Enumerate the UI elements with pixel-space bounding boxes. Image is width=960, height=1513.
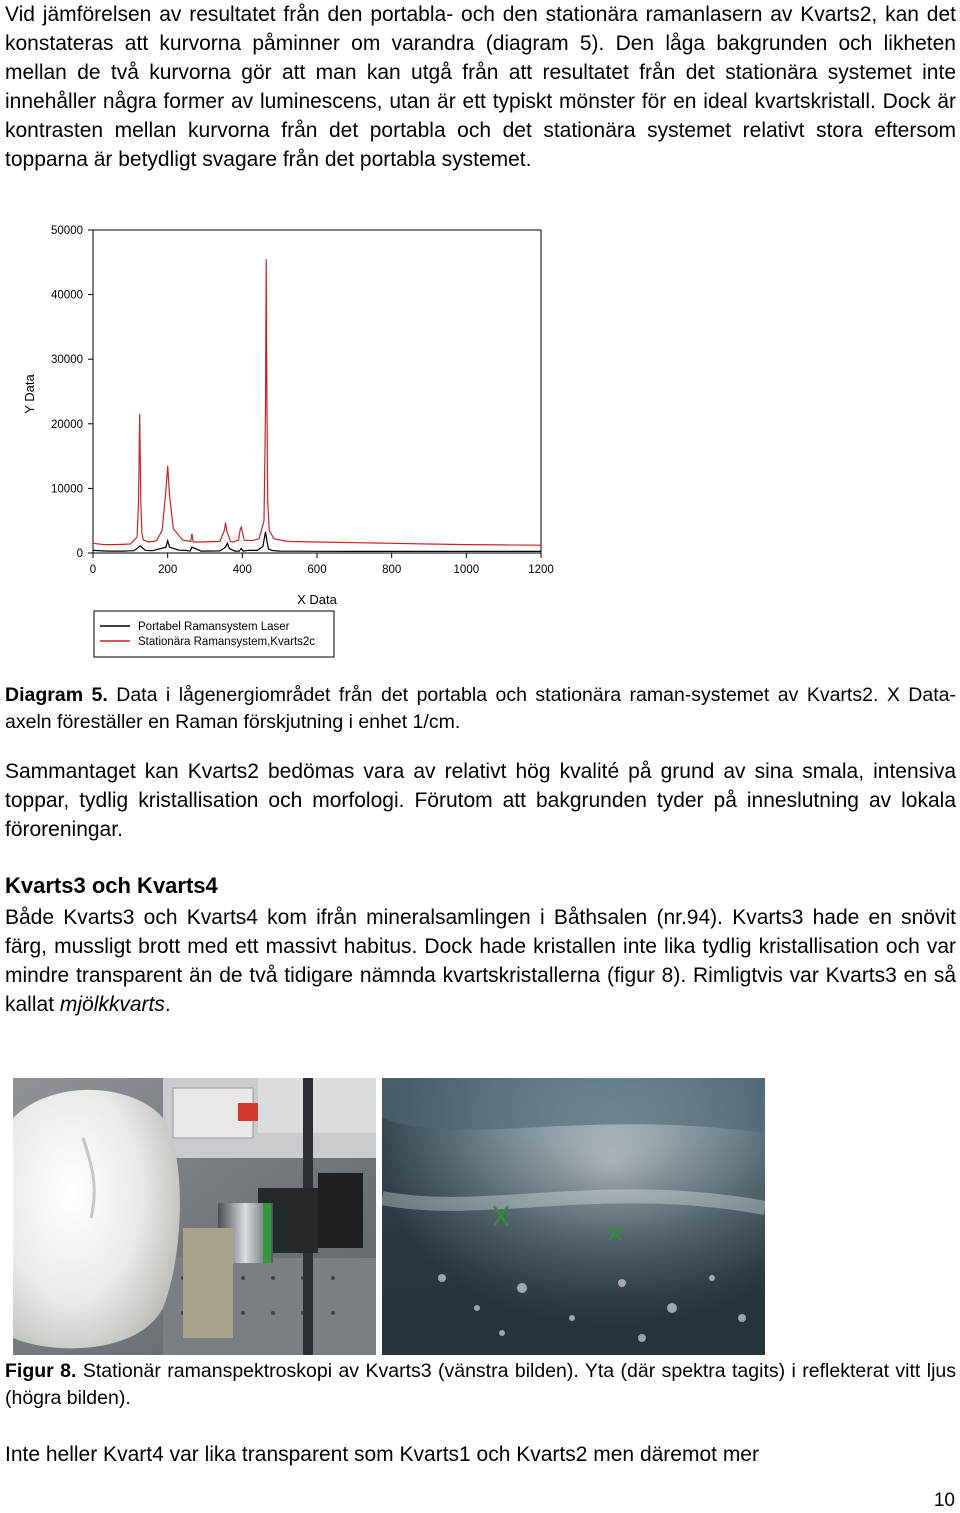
legend-label: Stationära Ramansystem,Kvarts2c	[138, 636, 316, 648]
paragraph-kvarts3-italic: mjölkkvarts	[59, 993, 165, 1016]
section-heading: Kvarts3 och Kvarts4	[5, 873, 218, 898]
y-tick-label: 30000	[51, 354, 83, 367]
y-tick-label: 10000	[51, 483, 83, 496]
y-tick-label: 20000	[51, 418, 83, 431]
y-tick-label: 40000	[51, 289, 83, 302]
chart-ticks	[51, 225, 554, 576]
chart-legend	[94, 611, 334, 657]
x-tick-label: 0	[89, 564, 97, 576]
chart-axes	[93, 230, 541, 553]
photo-raman-setup	[13, 1078, 376, 1355]
y-tick-label: 50000	[51, 225, 83, 237]
plot-frame	[93, 230, 541, 553]
legend-label: Portabel Ramansystem Laser	[138, 621, 290, 633]
x-tick-label: 400	[232, 564, 252, 576]
page-number: 10	[933, 1490, 955, 1511]
paragraph-kvarts3	[5, 903, 956, 1019]
raman-spectrum-chart	[15, 218, 565, 663]
paragraph-intro: Vid jämförelsen av resultatet från den portabla- och den stationära ramanlasern av Kvarts2, kan det konstateras att kurvorna påminner om varandra (diagram 5). Den låga bakgrunden och likheten mellan de två kurvorna gör att man kan utgå från att resultatet från det stationära systemet inte innehåller några former av luminescens, utan är ett typiskt mönster för en ideal kvartskristall. Dock är kontrasten mellan kurvorna från det portabla och det stationära systemet relativt stora eftersom topparna är betydligt svagare från det portabla systemet.	[5, 3, 956, 171]
diagram-caption-text: Data i lågenergiområdet från det portabla och stationära raman-systemet av Kvarts2. X Data-axeln föreställer en Raman förskjutning i enhet 1/cm.	[5, 684, 956, 733]
x-tick-label: 800	[382, 564, 402, 576]
x-tick-label: 1000	[453, 564, 480, 576]
paragraph-kvarts4: Inte heller Kvart4 var lika transparent som Kvarts1 och Kvarts2 men däremot mer	[5, 1443, 759, 1466]
y-tick-label: 0	[76, 548, 83, 560]
x-tick-label: 1200	[528, 564, 554, 576]
paragraph-summary: Sammantaget kan Kvarts2 bedömas vara av relativt hög kvalité på grund av sina smala, intensiva toppar, tydlig kristallisation och morfologi. Förutom att bakgrunden tyder på inneslutning av lokala föroreningar.	[5, 760, 956, 841]
series-line-2	[93, 259, 541, 545]
y-axis-label: Y Data	[22, 374, 37, 414]
legend-box	[94, 611, 334, 657]
figure-caption-label: Figur 8.	[5, 1360, 77, 1382]
figure-caption	[5, 1358, 956, 1412]
photo-reflected-light-surface	[382, 1078, 765, 1355]
chart-series	[93, 259, 541, 551]
diagram-caption-label: Diagram 5.	[5, 684, 108, 706]
x-axis-label: X Data	[297, 592, 337, 607]
paragraph-kvarts3-text: Både Kvarts3 och Kvarts4 kom ifrån mineralsamlingen i Båthsalen (nr.94). Kvarts3 hade en snövit färg, mussligt brott med ett massivt habitus. Dock hade kristallen inte lika tydlig kristallisation och var mindre transparent än de två tidigare nämnda kvartskristallerna (figur 8). Rimligtvis var Kvarts3 en så kallat	[5, 906, 956, 1016]
paragraph-kvarts3-end: .	[164, 993, 171, 1016]
figure-caption-text: Stationär ramanspektroskopi av Kvarts3 (vänstra bilden). Yta (där spektra tagits) i reflekterat vitt ljus (högra bilden).	[5, 1360, 956, 1409]
x-tick-label: 600	[307, 564, 327, 576]
x-tick-label: 200	[158, 564, 178, 576]
diagram-caption	[5, 682, 956, 736]
